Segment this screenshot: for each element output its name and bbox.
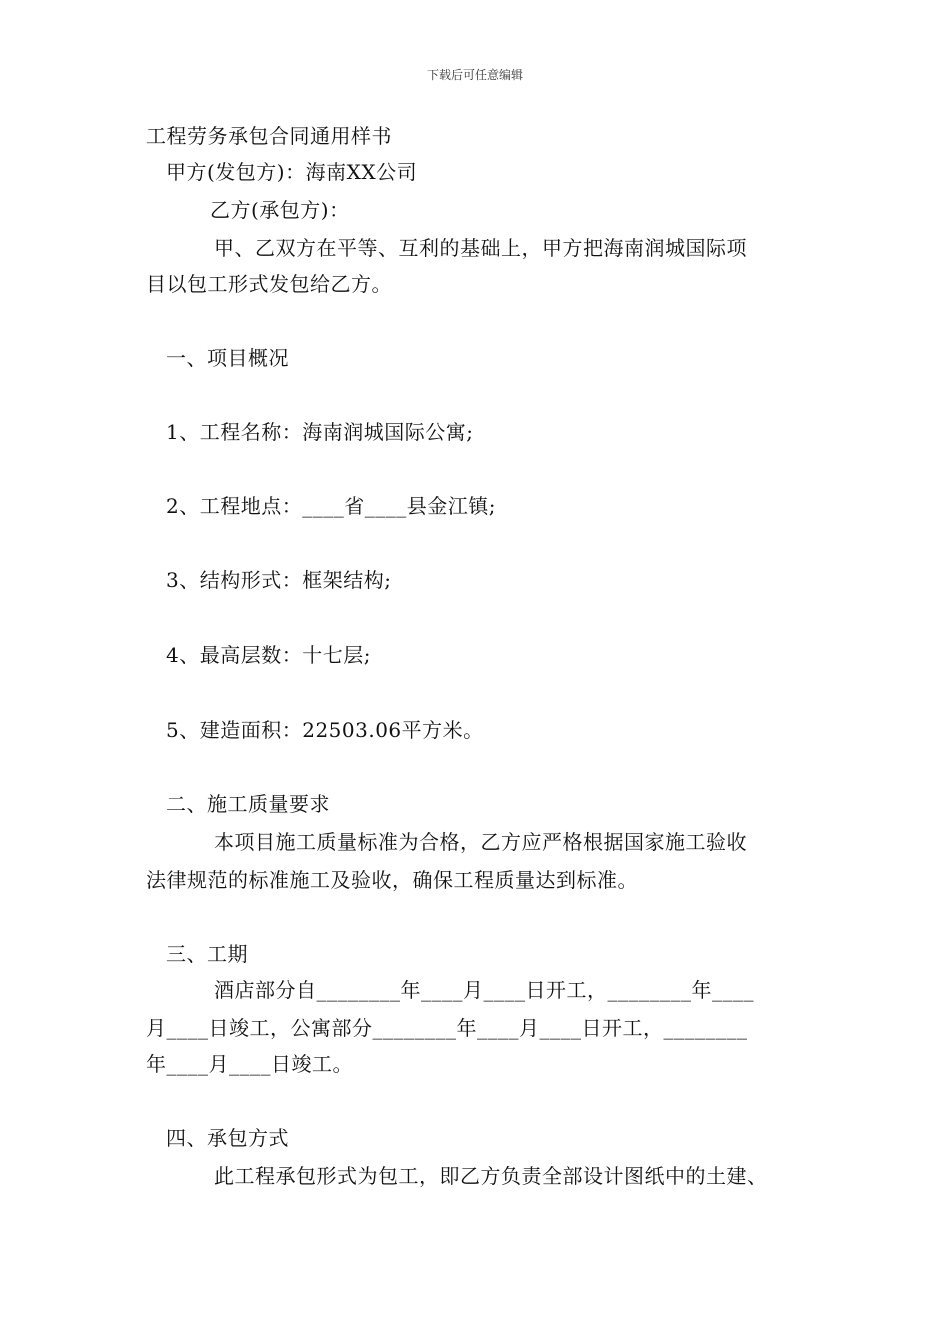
- section2-line-1: 本项目施工质量标准为合格，乙方应严格根据国家施工验收: [214, 830, 747, 854]
- section1-item: 2、工程地点：____省____县金江镇;: [166, 494, 496, 518]
- section4-heading: 四、承包方式: [166, 1126, 289, 1150]
- section4-line-1: 此工程承包形式为包工，即乙方负责全部设计图纸中的土建、: [214, 1164, 768, 1188]
- section1-item: 1、工程名称：海南润城国际公寓;: [166, 420, 474, 444]
- document-title: 工程劳务承包合同通用样书: [146, 124, 392, 148]
- intro-line-1: 甲、乙双方在平等、互利的基础上，甲方把海南润城国际项: [214, 236, 747, 260]
- section2-heading: 二、施工质量要求: [166, 792, 330, 816]
- section3-line-3: 年____月____日竣工。: [146, 1052, 353, 1076]
- section1-item: 3、结构形式：框架结构;: [166, 568, 392, 592]
- section3-heading: 三、工期: [166, 942, 248, 966]
- section3-line-2: 月____日竣工，公寓部分________年____月____日开工，________: [146, 1016, 748, 1040]
- section3-line-1: 酒店部分自________年____月____日开工，________年____: [214, 978, 754, 1002]
- section1-item: 4、最高层数：十七层;: [166, 643, 371, 667]
- section1-item: 5、建造面积：22503.06平方米。: [166, 718, 484, 742]
- intro-line-2: 目以包工形式发包给乙方。: [146, 272, 392, 296]
- party-b-line: 乙方(承包方)：: [210, 198, 350, 222]
- party-a-line: 甲方(发包方)：海南XX公司: [166, 160, 418, 184]
- section1-heading: 一、项目概况: [166, 346, 289, 370]
- section2-line-2: 法律规范的标准施工及验收，确保工程质量达到标准。: [146, 868, 638, 892]
- header-note: 下载后可任意编辑: [426, 68, 523, 82]
